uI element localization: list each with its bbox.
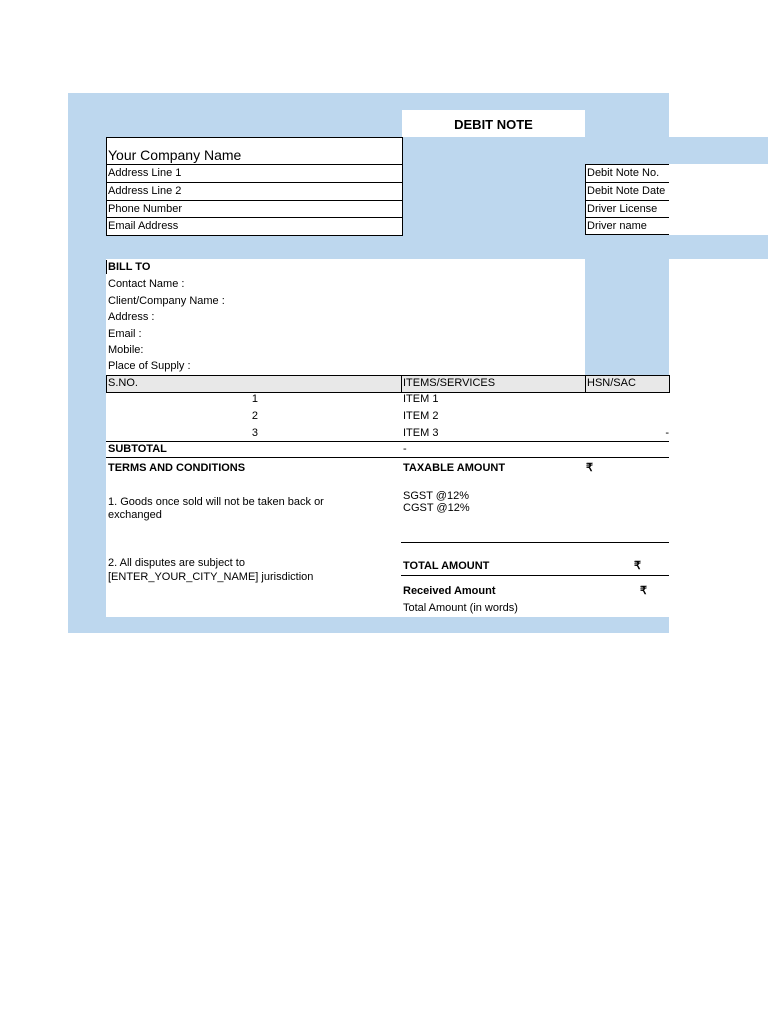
subtotal-value: -	[403, 443, 407, 455]
client-company-label[interactable]: Client/Company Name :	[108, 295, 225, 307]
terms-heading: TERMS AND CONDITIONS	[108, 462, 246, 474]
company-address-line-2[interactable]: Address Line 2	[108, 185, 182, 197]
received-amount-label: Received Amount	[403, 585, 496, 597]
debit-note-number-label[interactable]: Debit Note No.	[587, 167, 660, 179]
row-1-sno[interactable]: 1	[251, 393, 258, 405]
total-amount-label: TOTAL AMOUNT	[403, 560, 490, 572]
header-items: ITEMS/SERVICES	[403, 377, 496, 389]
company-name[interactable]: Your Company Name	[108, 147, 242, 163]
company-phone[interactable]: Phone Number	[108, 203, 182, 215]
debit-note-date-label[interactable]: Debit Note Date	[587, 185, 666, 197]
terms-line-2b: [ENTER_YOUR_CITY_NAME] jurisdiction	[108, 571, 314, 583]
row-3-item[interactable]: ITEM 3	[403, 427, 439, 439]
row-3-sno[interactable]: 3	[251, 427, 258, 439]
driver-name-label[interactable]: Driver name	[587, 220, 647, 232]
bill-to-heading: BILL TO	[108, 261, 151, 273]
contact-name-label[interactable]: Contact Name :	[108, 278, 185, 290]
address-label[interactable]: Address :	[108, 311, 155, 323]
taxable-currency-icon: ₹	[586, 462, 593, 474]
cursor-mark	[106, 260, 107, 274]
total-in-words-label: Total Amount (in words)	[403, 602, 518, 614]
terms-line-2a: 2. All disputes are subject to	[108, 557, 245, 569]
doc-title: DEBIT NOTE	[454, 117, 533, 132]
header-sno: S.NO.	[108, 377, 138, 389]
sgst-label: SGST @12%	[403, 490, 469, 502]
row-1-item[interactable]: ITEM 1	[403, 393, 439, 405]
company-email[interactable]: Email Address	[108, 220, 179, 232]
subtotal-label: SUBTOTAL	[108, 443, 167, 455]
company-address-line-1[interactable]: Address Line 1	[108, 167, 182, 179]
row-3-hsn[interactable]: -	[665, 427, 669, 439]
taxable-amount-label: TAXABLE AMOUNT	[403, 462, 506, 474]
right-strip-top	[669, 137, 768, 164]
total-currency-icon: ₹	[634, 560, 641, 572]
driver-license-label[interactable]: Driver License	[587, 203, 658, 215]
terms-line-1b: exchanged	[108, 509, 162, 521]
right-strip-bottom	[669, 235, 768, 259]
cgst-label: CGST @12%	[403, 502, 470, 514]
received-currency-icon: ₹	[640, 585, 647, 597]
mobile-label[interactable]: Mobile:	[108, 344, 144, 356]
row-2-item[interactable]: ITEM 2	[403, 410, 439, 422]
row-2-sno[interactable]: 2	[251, 410, 258, 422]
email-label[interactable]: Email :	[108, 328, 142, 340]
bill-to-area	[106, 259, 585, 375]
terms-line-1a: 1. Goods once sold will not be taken back or	[108, 496, 324, 508]
place-of-supply-label[interactable]: Place of Supply :	[108, 360, 191, 372]
header-hsn: HSN/SAC	[587, 377, 636, 389]
